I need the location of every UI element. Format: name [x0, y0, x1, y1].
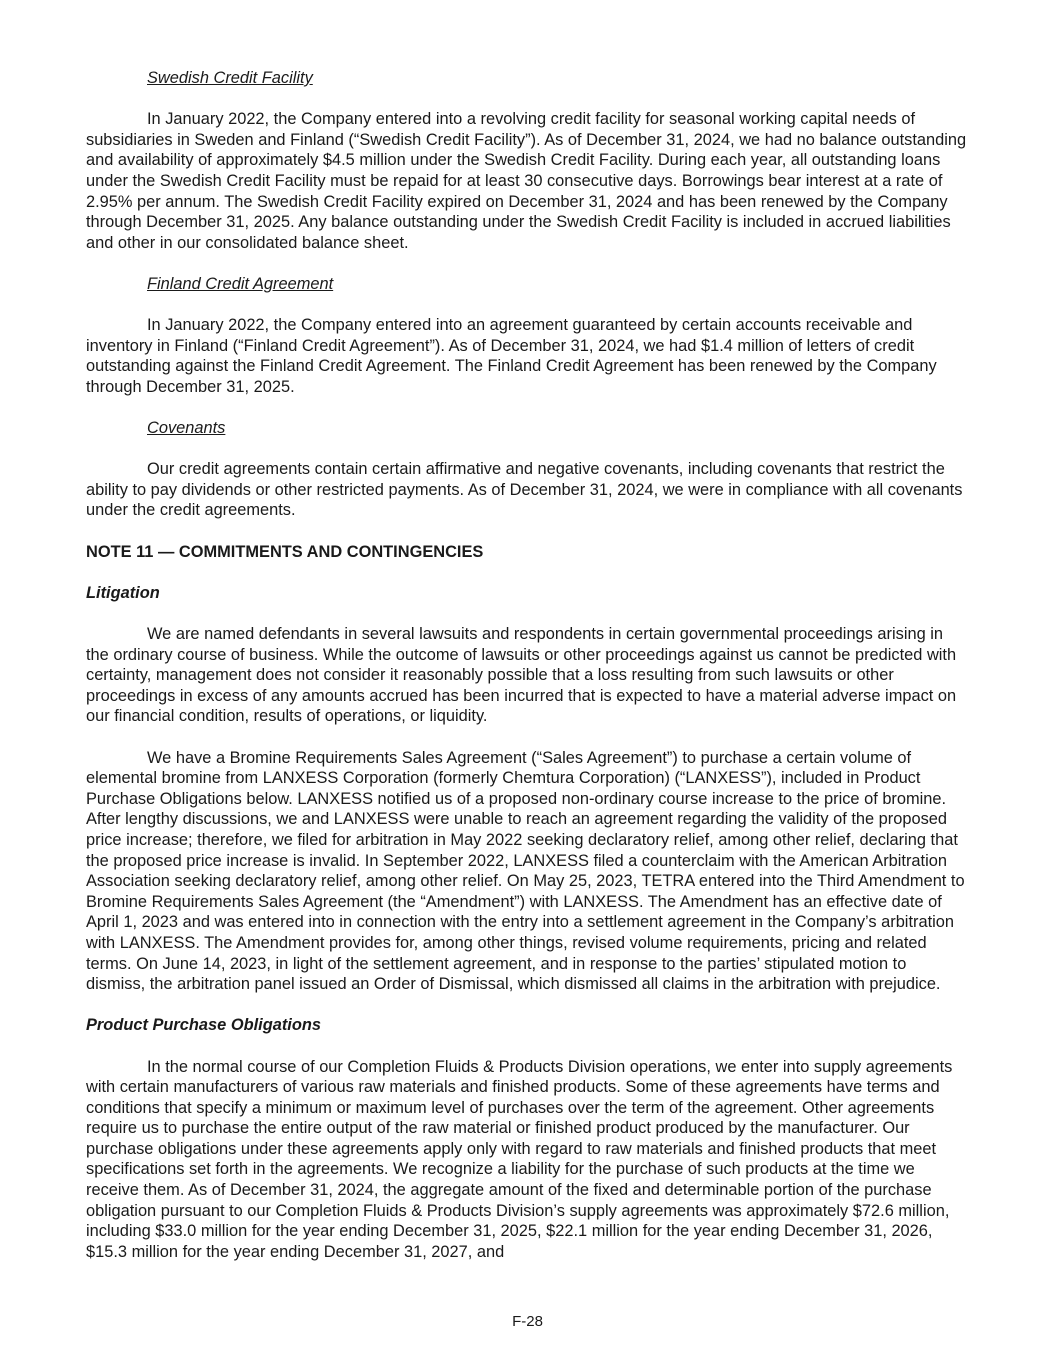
- finland-credit-agreement-paragraph: In January 2022, the Company entered into an agreement guaranteed by certain accounts receivable and inventory in Finland (“Finland Credit Agreement”). As of December 31, 2024, we had $1.4 million of letters of credit outstanding against the Finland Credit Agreement. The Finland Credit Agreement has been renewed by the Company through December 31, 2025.: [86, 316, 937, 396]
- product-purchase-obligations-heading: Product Purchase Obligations: [86, 1016, 321, 1035]
- document-page: [86, 68, 968, 1283]
- covenants-paragraph: Our credit agreements contain certain affirmative and negative covenants, including covenants that restrict the ability to pay dividends or other restricted payments. As of December 31, 2024, we were in compliance with all covenants under the credit agreements.: [86, 460, 963, 520]
- note-11-title: NOTE 11 — COMMITMENTS AND CONTINGENCIES: [86, 542, 484, 561]
- swedish-credit-facility-paragraph: In January 2022, the Company entered into a revolving credit facility for seasonal working capital needs of subsidiaries in Sweden and Finland (“Swedish Credit Facility”). As of December 31, 2024, we had no balance outstanding and availability of approximately $4.5 million under the Swedish Credit Facility. During each year, all outstanding loans under the Swedish Credit Facility must be repaid for at least 30 consecutive days. Borrowings bear interest at a rate of 2.95% per annum. The Swedish Credit Facility expired on December 31, 2024 and has been renewed by the Company through December 31, 2025. Any balance outstanding under the Swedish Credit Facility is included in accrued liabilities and other in our consolidated balance sheet.: [86, 110, 967, 252]
- litigation-paragraph-2: We have a Bromine Requirements Sales Agreement (“Sales Agreement”) to purchase a certain volume of elemental bromine from LANXESS Corporation (formerly Chemtura Corporation) (“LANXESS”), included in Product Purchase Obligations below. LANXESS notified us of a proposed non-ordinary course increase to the price of bromine. After lengthy discussions, we and LANXESS were unable to reach an agreement regarding the validity of the proposed price increase; therefore, we filed for arbitration in May 2022 seeking declaratory relief, among other relief, declaring that the proposed price increase is invalid. In September 2022, LANXESS filed a counterclaim with the American Arbitration Association seeking declaratory relief, among other relief. On May 25, 2023, TETRA entered into the Third Amendment to Bromine Requirements Sales Agreement (the “Amendment”) with LANXESS. The Amendment has an effective date of April 1, 2023 and was entered into in connection with the entry into a settlement agreement in the Company’s arbitration with LANXESS. The Amendment provides for, among other things, revised volume requirements, pricing and related terms. On June 14, 2023, in light of the settlement agreement, and in response to the parties’ stipulated motion to dismiss, the arbitration panel issued an Order of Dismissal, which dismissed all claims in the arbitration with prejudice.: [86, 748, 965, 994]
- finland-credit-agreement-heading: Finland Credit Agreement: [147, 274, 334, 293]
- litigation-paragraph-1: We are named defendants in several lawsuits and respondents in certain governmental proceedings arising in the ordinary course of business. While the outcome of lawsuits or other proceedings against us cannot be predicted with certainty, management does not consider it reasonably possible that a loss resulting from such lawsuits or other proceedings in excess of any amounts accrued has been incurred that is expected to have a material adverse impact on our financial condition, results of operations, or liquidity.: [86, 625, 957, 726]
- litigation-heading: Litigation: [86, 583, 160, 602]
- page-number: F-28: [512, 1313, 543, 1330]
- swedish-credit-facility-heading: Swedish Credit Facility: [147, 69, 313, 87]
- covenants-heading: Covenants: [147, 419, 226, 438]
- product-purchase-obligations-paragraph: In the normal course of our Completion Fluids & Products Division operations, we enter into supply agreements with certain manufacturers of various raw materials and finished products. Some of these agreements have terms and conditions that specify a minimum or maximum level of purchases over the term of the agreement. Other agreements require us to purchase the entire output of the raw material or finished product produced by the manufacturer. Our purchase obligations under these agreements apply only with regard to raw materials and finished products that meet specifications set forth in the agreements. We recognize a liability for the purchase of such products at the time we receive them. As of December 31, 2024, the aggregate amount of the fixed and determinable portion of the purchase obligation pursuant to our Completion Fluids & Products Division’s supply agreements was approximately $72.6 million, including $33.0 million for the year ending December 31, 2025, $22.1 million for the year ending December 31, 2026, $15.3 million for the year ending December 31, 2027, and: [86, 1057, 953, 1261]
